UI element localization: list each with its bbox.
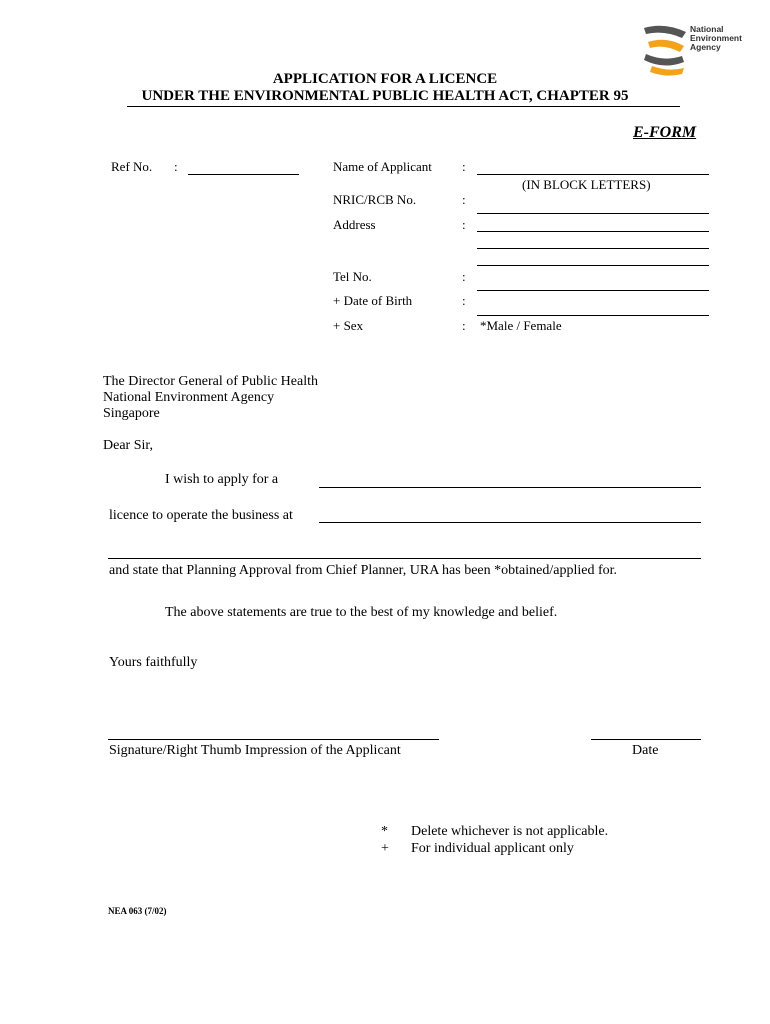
signature-label: Signature/Right Thumb Impression of the Applicant bbox=[109, 743, 401, 758]
address-label: Address bbox=[333, 217, 376, 232]
logo-text-line1: National bbox=[690, 24, 724, 34]
note-star-symbol: * bbox=[381, 824, 388, 839]
nea-logo bbox=[640, 22, 750, 78]
title-underline bbox=[127, 106, 680, 107]
sex-options[interactable]: *Male / Female bbox=[480, 318, 562, 333]
name-field[interactable] bbox=[477, 174, 709, 175]
date-label: Date bbox=[632, 743, 659, 758]
address-field-line2[interactable] bbox=[477, 248, 709, 249]
note-plus-text: For individual applicant only bbox=[411, 841, 574, 856]
form-title-line1: APPLICATION FOR A LICENCE bbox=[272, 71, 498, 87]
signature-field[interactable] bbox=[108, 739, 439, 740]
apply-for-text: I wish to apply for a bbox=[165, 472, 279, 487]
name-label: Name of Applicant bbox=[333, 159, 432, 174]
address-colon: : bbox=[462, 217, 466, 232]
recipient-line2: National Environment Agency bbox=[103, 390, 275, 405]
dob-colon: : bbox=[462, 293, 466, 308]
recipient-line3: Singapore bbox=[103, 406, 160, 421]
date-field[interactable] bbox=[591, 739, 701, 740]
nric-field[interactable] bbox=[477, 213, 709, 214]
dob-label: + Date of Birth bbox=[333, 293, 413, 308]
form-title-line2: UNDER THE ENVIRONMENTAL PUBLIC HEALTH ACT, CHAPTER 95 bbox=[141, 88, 629, 104]
nric-label: NRIC/RCB No. bbox=[333, 192, 417, 207]
closing-text: Yours faithfully bbox=[109, 655, 198, 670]
tel-field[interactable] bbox=[477, 290, 709, 291]
business-address-field[interactable] bbox=[319, 522, 701, 523]
eform-label: E-FORM bbox=[633, 124, 697, 141]
address-field-line1[interactable] bbox=[477, 231, 709, 232]
nric-colon: : bbox=[462, 192, 466, 207]
statement-text: The above statements are true to the best of my knowledge and belief. bbox=[165, 605, 558, 620]
block-letters-note: (IN BLOCK LETTERS) bbox=[522, 177, 651, 192]
sex-colon: : bbox=[462, 318, 466, 333]
planning-approval-text: and state that Planning Approval from Chief Planner, URA has been *obtained/applied for. bbox=[109, 563, 617, 578]
business-address-field-line2[interactable] bbox=[108, 558, 701, 559]
recipient-line1: The Director General of Public Health bbox=[103, 374, 318, 389]
dob-field[interactable] bbox=[477, 315, 709, 316]
sex-label: + Sex bbox=[333, 318, 364, 333]
logo-text-line3: Agency bbox=[690, 42, 721, 52]
name-colon: : bbox=[462, 159, 466, 174]
licence-type-field[interactable] bbox=[319, 487, 701, 488]
note-plus-symbol: + bbox=[381, 841, 389, 856]
ref-no-field[interactable] bbox=[188, 174, 299, 175]
address-field-line3[interactable] bbox=[477, 265, 709, 266]
note-star-text: Delete whichever is not applicable. bbox=[411, 824, 609, 839]
nea-logo-icon bbox=[640, 22, 688, 78]
salutation: Dear Sir, bbox=[103, 438, 153, 453]
operate-at-text: licence to operate the business at bbox=[109, 508, 293, 523]
tel-colon: : bbox=[462, 269, 466, 284]
logo-text-line2: Environment bbox=[690, 33, 742, 43]
tel-label: Tel No. bbox=[333, 269, 372, 284]
ref-no-colon: : bbox=[174, 159, 178, 174]
ref-no-label: Ref No. bbox=[111, 159, 153, 174]
form-code: NEA 063 (7/02) bbox=[108, 906, 167, 916]
